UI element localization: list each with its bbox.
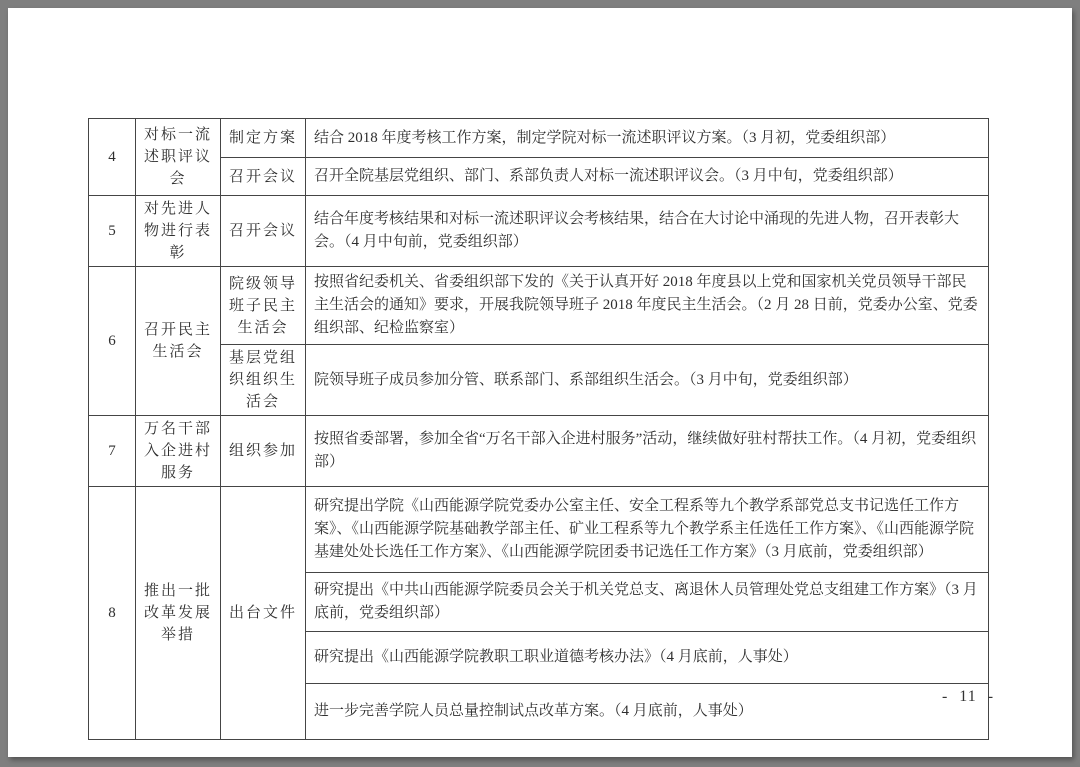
row-8-task-3-content: 研究提出《山西能源学院教职工职业道德考核办法》（4 月底前，人事处） bbox=[306, 632, 989, 684]
row-7-project: 万名干部入企进村服务 bbox=[136, 416, 221, 487]
row-5-project: 对先进人物进行表彰 bbox=[136, 196, 221, 267]
row-4-task-1-method: 制定方案 bbox=[221, 119, 306, 158]
row-6-project: 召开民主生活会 bbox=[136, 267, 221, 416]
work-plan-table bbox=[88, 118, 989, 740]
row-5-task-1-method: 召开会议 bbox=[221, 196, 306, 267]
row-7-number: 7 bbox=[89, 416, 136, 487]
row-4-task-1-content: 结合 2018 年度考核工作方案，制定学院对标一流述职评议方案。（3 月初，党委组织部） bbox=[306, 119, 989, 158]
row-5-number: 5 bbox=[89, 196, 136, 267]
row-7-task-1-content: 按照省委部署，参加全省“万名干部入企进村服务”活动，继续做好驻村帮扶工作。（4 月初，党委组织部） bbox=[306, 416, 989, 487]
row-8-task-1-content: 研究提出学院《山西能源学院党委办公室主任、安全工程系等九个教学系部党总支书记选任工作方案》、《山西能源学院基础教学部主任、矿业工程系等九个教学系主任选任工作方案》、《山西能源学院基建处处长选任工作方案》、《山西能源学院团委书记选任工作方案》（3 月底前，党委组织部） bbox=[306, 487, 989, 573]
row-5-task-1-content: 结合年度考核结果和对标一流述职评议会考核结果，结合在大讨论中涌现的先进人物，召开表彰大会。（4 月中旬前，党委组织部） bbox=[306, 196, 989, 267]
row-7-task-1-method: 组织参加 bbox=[221, 416, 306, 487]
row-8-task-method: 出台文件 bbox=[221, 487, 306, 740]
row-4-project: 对标一流述职评议会 bbox=[136, 119, 221, 196]
row-6-task-2-method: 基层党组织组织生活会 bbox=[221, 345, 306, 416]
row-4-task-2-content: 召开全院基层党组织、部门、系部负责人对标一流述职评议会。（3 月中旬，党委组织部） bbox=[306, 158, 989, 196]
document-page bbox=[8, 8, 1072, 757]
row-6-task-1-method: 院级领导班子民主生活会 bbox=[221, 267, 306, 345]
row-6-number: 6 bbox=[89, 267, 136, 416]
row-8-project: 推出一批改革发展举措 bbox=[136, 487, 221, 740]
row-6-task-1-content: 按照省纪委机关、省委组织部下发的《关于认真开好 2018 年度县以上党和国家机关党员领导干部民主生活会的通知》要求，开展我院领导班子 2018 年度民主生活会。（2 月 28 日前，党委办公室、党委组织部、纪检监察室） bbox=[306, 267, 989, 345]
row-4-task-2-method: 召开会议 bbox=[221, 158, 306, 196]
row-6-task-2-content: 院领导班子成员参加分管、联系部门、系部组织生活会。（3 月中旬，党委组织部） bbox=[306, 345, 989, 416]
row-8-number: 8 bbox=[89, 487, 136, 740]
row-4-number: 4 bbox=[89, 119, 136, 196]
row-8-task-2-content: 研究提出《中共山西能源学院委员会关于机关党总支、离退休人员管理处党总支组建工作方案》（3 月底前，党委组织部） bbox=[306, 573, 989, 632]
page-number: - 11 - bbox=[941, 688, 995, 705]
row-8-task-4-content: 进一步完善学院人员总量控制试点改革方案。（4 月底前，人事处） bbox=[306, 684, 989, 740]
